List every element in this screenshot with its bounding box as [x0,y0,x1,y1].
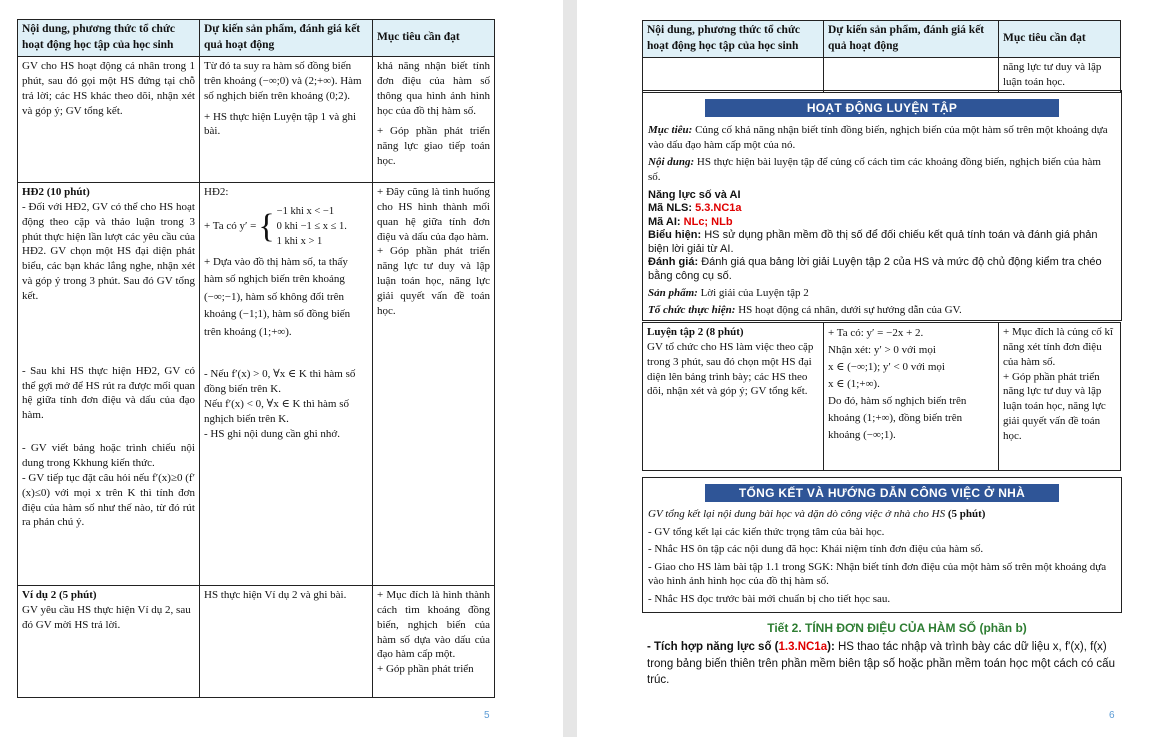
to-chuc-text: HS hoạt động cá nhân, dưới sự hướng dẫn của GV. [738,304,962,317]
danh-gia-text: Đánh giá qua bảng lời giải Luyện tập 2 của HS và mức độ chủ động kiểm tra chéo bằng công cụ số. [648,256,1102,282]
to-chuc [648,303,1116,318]
summary-intro-text: GV tổng kết lại nội dung bài học và dặn dò công việc ở nhà cho HS [648,508,946,520]
to-chuc-label: Tổ chức thực hiện: [648,304,736,317]
san-pham [648,286,1116,301]
lt2-product-d: x ∈ (1;+∞). [828,378,880,391]
row2-product-label: HĐ2: [204,186,229,198]
row1-product [200,57,373,183]
practice-section [642,90,1122,321]
lt2-goal [999,323,1121,471]
page-5 [0,0,563,737]
bieu-hien-text: HS sử dụng phần mềm đồ thị số để đối chiếu kết quả tính toán và đánh giá phản biện lời giải từ AI. [648,229,1098,255]
row2-goal-b: + Góp phần phát triển năng lực tư duy và lập luận toán học, năng lực giải quyết vấn đề toán học. [377,245,490,317]
piecewise-case-3: 1 khi x > 1 [276,236,323,248]
row2-product-b: + Dựa vào đồ thị hàm số, ta thấy hàm số nghịch biến trên khoảng (−∞;−1), hàm số không đổi trên khoảng (−1;1), hàm số đồng biến trên khoảng (1;+∞). [204,255,351,338]
piecewise-case-1: −1 khi x < −1 [276,205,335,217]
summary-banner: TỔNG KẾT VÀ HƯỚNG DẪN CÔNG VIỆC Ở NHÀ [705,484,1059,502]
row1-goal [373,57,495,183]
ma-nls-label: Mã NLS: [648,202,692,215]
summary-list [648,525,1116,607]
row1-goal-a: khả năng nhận biết tính đơn điệu của hàm số thông qua hình ảnh hình học của đồ thị hàm số. [377,60,490,117]
summary-item: - GV tổng kết lại các kiến thức trọng tâm của bài học. [648,525,885,538]
nls-title: Năng lực số và AI [648,189,741,202]
summary-section [642,477,1122,613]
san-pham-text: Lời giải của Luyện tập 2 [700,286,809,299]
p6-header-activity: Nội dung, phương thức tổ chức hoạt động học tập của học sinh [643,21,824,58]
row2-activity-b: - Sau khi HS thực hiện HĐ2, GV có thể gợi mở để HS rút ra được mối quan hệ giữa tính đơn điệu và dấu của đạo hàm. [22,364,195,422]
ma-nls [648,202,1116,215]
tich-hop-close: ): [827,641,835,653]
row2-title: HĐ2 (10 phút) [22,186,90,198]
lt2-activity [643,323,824,471]
row3-activity-text: GV yêu cầu HS thực hiện Ví dụ 2, sau đó GV mời HS trả lời. [22,603,191,631]
row2-activity [18,183,200,586]
summary-item: - Giao cho HS làm bài tập 1.1 trong SGK: Nhận biết tính đơn điệu của một hàm số trên một khoảng dựa vào hình ảnh hình học của đồ thị hàm số. [648,560,1107,588]
piecewise-prefix: + Ta có y′ = [204,220,257,233]
piecewise-derivative [204,204,368,250]
noi-dung-label: Nội dung: [648,156,695,169]
row3-goal-b: + Góp phần phát triển [377,663,474,676]
row1-product-note: + HS thực hiện Luyện tập 1 và ghi bài. [204,110,357,138]
row1-activity: GV cho HS hoạt động cá nhân trong 1 phút, sau đó gọi một HS đứng tại chỗ trả lời; các HS khác theo dõi, nhận xét và góp ý; GV tổng kết. [18,57,200,183]
row2-activity-c: - GV viết bảng hoặc trình chiếu nội dung trong Kkhung kiến thức. [22,442,195,469]
row3-product: HS thực hiện Ví dụ 2 và ghi bài. [200,586,373,698]
row2-product-c: - Nếu f′(x) > 0, ∀x ∈ K thì hàm số đồng biến trên K. [204,368,356,396]
summary-body [648,507,1116,606]
row3-title: Ví dụ 2 (5 phút) [22,589,97,601]
ma-nls-code: 5.3.NC1a [695,202,742,215]
row3-activity [18,586,200,698]
row3-goal-a: + Mục đích là hình thành cách tìm khoảng đồng biến, nghịch biến của hàm số dựa vào dấu của đạo hàm cấp một. [377,589,490,661]
noi-dung-text: HS thực hiện bài luyện tập để củng cố cách tìm các khoảng đồng biến, nghịch biến của hàm số. [648,156,1101,183]
lt2-goal-a: + Mục đích là củng cố kĩ năng xét tính đơn điệu của hàm số. [1003,326,1114,368]
lt2-title: Luyện tập 2 (8 phút) [647,326,744,338]
tich-hop-label: - Tích hợp năng lực số ( [647,641,779,653]
row2-activity-d: - GV tiếp tục đặt câu hỏi nếu f′(x)≥0 (f′(x)≤0) với mọi x trên K thì tính đơn điệu của hàm số như thế nào, từ đó rút ra phản chú ý. [22,471,195,529]
practice-body [648,123,1116,318]
header-activity: Nội dung, phương thức tổ chức hoạt động học tập của học sinh [18,20,200,57]
p6-top-goal: năng lực tư duy và lập luận toán học. [999,58,1121,93]
page-gutter [563,0,577,737]
piecewise-cases [277,204,347,250]
ma-ai-code: NLc; NLb [683,215,733,228]
lt2-product-c: x ∈ (−∞;1); y′ < 0 với mọi [828,361,945,374]
brace-glyph: { [258,207,275,245]
muc-tieu-text: Củng cố khả năng nhận biết tính đồng biến, nghịch biến của một hàm số trên một khoảng dựa vào dấu đạo hàm cấp một của nó. [648,124,1108,151]
p6-header-goal: Mục tiêu cần đạt [999,21,1121,58]
row1-product-text: Từ đó ta suy ra hàm số đồng biến trên khoảng (−∞;0) và (2;+∞). Hàm số nghịch biến trên khoảng (0;2). [204,60,362,102]
ma-ai [648,216,1116,229]
practice-banner: HOẠT ĐỘNG LUYỆN TẬP [705,99,1059,117]
muc-tieu [648,123,1116,152]
row2-activity-a: - Đối với HĐ2, GV có thể cho HS hoạt động theo cặp và thảo luận trong 3 phút thực hiện lần lượt các yêu cầu của HĐ2. GV chọn một HS đại diện phát biểu, các bạn khác lắng nghe, nhận xét và góp ý trong 3 phút. Sau đó GV tổng kết. [22,200,195,302]
row1-goal-b: + Góp phần phát triển năng lực giao tiếp toán học. [377,125,490,168]
tich-hop-code: 1.3.NC1a [778,641,828,653]
page-number-6: 6 [1109,710,1115,721]
page-6 [577,0,1153,737]
row2-product-d: Nếu f′(x) < 0, ∀x ∈ K thì hàm số nghịch biến trên K. [204,398,349,425]
summary-item: - Nhắc HS đọc trước bài mới chuẩn bị cho tiết học sau. [648,592,891,605]
row3-goal [373,586,495,698]
lesson-table-p6-top [642,20,1121,93]
header-product: Dự kiến sản phẩm, đánh giá kết quả hoạt động [200,20,373,57]
danh-gia-label: Đánh giá: [648,256,699,269]
row2-goal [373,183,495,586]
bieu-hien-label: Biểu hiện: [648,229,702,242]
row2-goal-a: + Đây cũng là tình huống cho HS hình thành mối quan hệ giữa tính đơn điệu và dấu của đạo hàm. [377,186,490,243]
p6-top-activity [643,58,824,93]
row2-product [200,183,373,586]
lt2-goal-b: + Góp phần phát triển năng lực tư duy và lập luận toán học, năng lực giải quyết vấn đề toán học. [1003,370,1106,442]
lt2-product-b: Nhận xét: y′ > 0 với mọi [828,344,936,357]
p6-header-product: Dự kiến sản phẩm, đánh giá kết quả hoạt động [824,21,999,58]
muc-tieu-label: Mục tiêu: [648,124,693,136]
piecewise-case-2: 0 khi −1 ≤ x ≤ 1. [276,221,347,233]
summary-intro [648,507,1116,522]
summary-item: - Nhắc HS ôn tập các nội dung đã học: Khái niệm tính đơn điệu của hàm số. [648,543,984,556]
lt2-activity-text: GV tổ chức cho HS làm việc theo cặp trong 3 phút, sau đó chọn một HS đại diện lên bảng trình bày; các HS theo dõi, nhận xét và góp ý; GV tổng kết. [647,340,814,398]
row2-product-e: - HS ghi nội dung cần ghi nhớ. [204,427,340,440]
lt2-product [824,323,999,471]
tiet2-title: Tiết 2. TÍNH ĐƠN ĐIỆU CỦA HÀM SỐ (phần b) [767,621,1027,635]
bieu-hien [648,229,1116,256]
tich-hop-text: HS thao tác nhập và trình bày các dữ liệu x, f'(x), f(x) trong bảng biến thiên trên phần mềm biên tập số hoặc phần mềm toán học một cách có cấu trúc. [647,641,1115,687]
lt2-product-e: Do đó, hàm số nghịch biến trên khoảng (1;+∞), đồng biến trên khoảng (−∞;1). [828,395,967,442]
lt2-product-a: + Ta có: y′ = −2x + 2. [828,327,924,339]
p6-top-product [824,58,999,93]
danh-gia [648,256,1116,283]
ma-ai-label: Mã AI: [648,215,681,228]
summary-time: (5 phút) [947,508,986,520]
tich-hop-nls [647,639,1117,689]
san-pham-label: Sản phẩm: [648,286,698,299]
header-goal: Mục tiêu cần đạt [373,20,495,57]
lesson-table-p5 [17,19,495,698]
lesson-table-p6-practice [642,322,1121,471]
noi-dung [648,155,1116,184]
nls-block [648,189,1116,283]
page-number-5: 5 [484,710,490,721]
